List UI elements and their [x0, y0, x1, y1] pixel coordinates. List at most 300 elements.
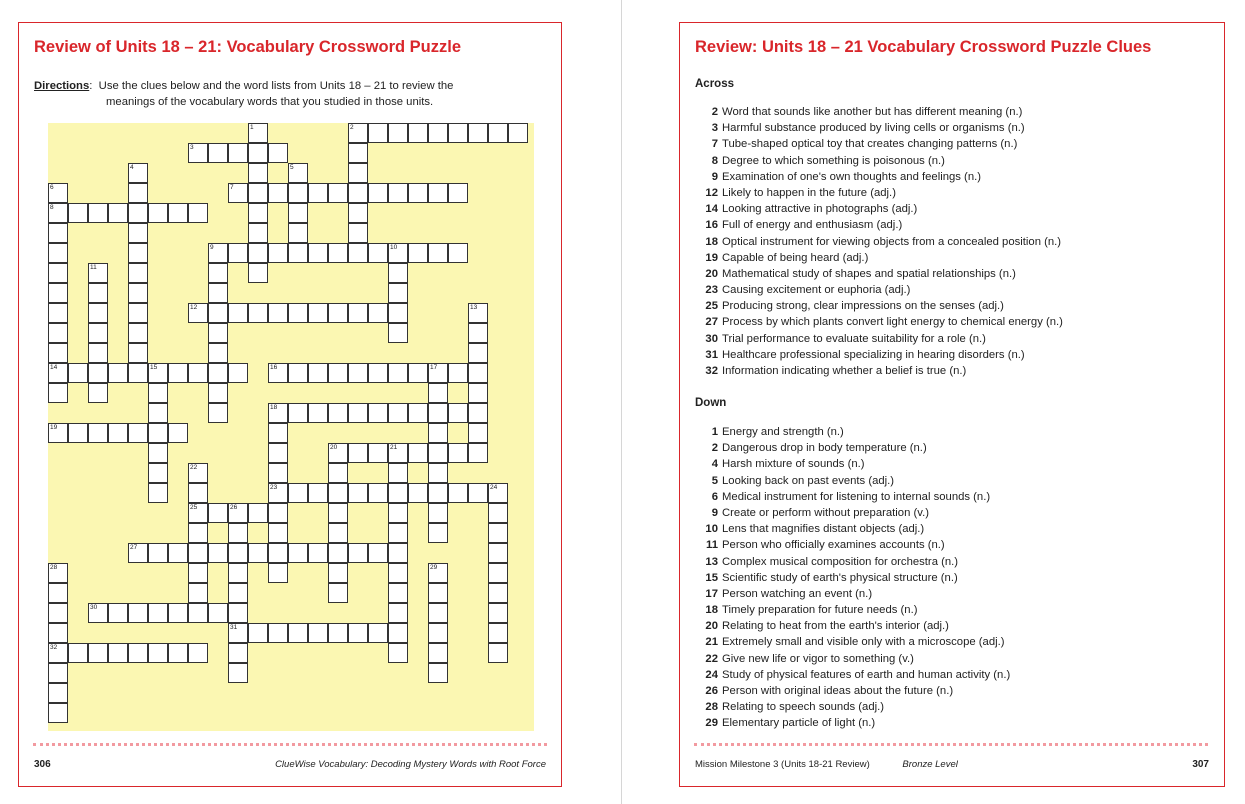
crossword-cell[interactable] — [108, 423, 128, 443]
crossword-cell[interactable] — [208, 503, 228, 523]
crossword-cell[interactable] — [468, 363, 488, 383]
crossword-cell[interactable] — [168, 643, 188, 663]
crossword-cell[interactable] — [448, 363, 468, 383]
crossword-cell[interactable] — [448, 183, 468, 203]
crossword-cell[interactable] — [328, 543, 348, 563]
crossword-cell[interactable] — [168, 423, 188, 443]
crossword-cell[interactable] — [48, 243, 68, 263]
crossword-cell[interactable] — [428, 643, 448, 663]
crossword-cell[interactable] — [328, 243, 348, 263]
crossword-cell[interactable] — [228, 243, 248, 263]
crossword-cell[interactable] — [208, 543, 228, 563]
clue-text: Scientific study of earth's physical structure (n.) — [722, 571, 958, 584]
crossword-cell[interactable] — [128, 243, 148, 263]
crossword-cell[interactable] — [48, 223, 68, 243]
crossword-cell[interactable] — [408, 243, 428, 263]
crossword-cell[interactable] — [128, 263, 148, 283]
crossword-cell[interactable] — [228, 303, 248, 323]
crossword-cell[interactable] — [268, 143, 288, 163]
clue-text: Dangerous drop in body temperature (n.) — [722, 442, 927, 455]
crossword-cell[interactable] — [248, 243, 268, 263]
crossword-cell[interactable] — [308, 243, 328, 263]
crossword-cell[interactable] — [348, 403, 368, 423]
crossword-cell[interactable] — [328, 483, 348, 503]
crossword-cell[interactable] — [128, 323, 148, 343]
footer-divider — [694, 743, 1208, 746]
crossword-cell[interactable] — [268, 523, 288, 543]
crossword-cell[interactable] — [328, 403, 348, 423]
crossword-cell[interactable] — [448, 243, 468, 263]
crossword-cell[interactable] — [348, 543, 368, 563]
crossword-cell[interactable] — [428, 663, 448, 683]
crossword-cell[interactable] — [148, 543, 168, 563]
crossword-cell[interactable] — [188, 603, 208, 623]
crossword-cell[interactable] — [108, 203, 128, 223]
crossword-cell[interactable] — [68, 363, 88, 383]
clue-number: 9 — [711, 506, 718, 519]
crossword-cell[interactable] — [468, 483, 488, 503]
crossword-cell[interactable] — [348, 183, 368, 203]
across-clue-19 — [695, 250, 1215, 266]
crossword-cell[interactable] — [128, 603, 148, 623]
clue-number: 2 — [350, 124, 354, 131]
crossword-cell[interactable] — [488, 623, 508, 643]
crossword-cell[interactable] — [488, 503, 508, 523]
crossword-cell[interactable] — [148, 403, 168, 423]
clue-text: Word that sounds like another but has different meaning (n.) — [722, 106, 1023, 118]
crossword-cell[interactable] — [348, 243, 368, 263]
crossword-cell[interactable] — [328, 503, 348, 523]
crossword-cell[interactable] — [248, 223, 268, 243]
crossword-cell[interactable] — [228, 543, 248, 563]
crossword-cell[interactable] — [488, 643, 508, 663]
crossword-cell[interactable] — [268, 423, 288, 443]
crossword-cell[interactable] — [208, 403, 228, 423]
crossword-cell[interactable] — [128, 643, 148, 663]
crossword-cell[interactable] — [328, 563, 348, 583]
clue-number: 7 — [711, 138, 718, 151]
crossword-cell[interactable] — [388, 403, 408, 423]
crossword-cell[interactable] — [88, 383, 108, 403]
crossword-cell[interactable] — [248, 503, 268, 523]
crossword-cell[interactable] — [428, 603, 448, 623]
crossword-cell[interactable] — [168, 543, 188, 563]
clue-number: 18 — [705, 235, 718, 248]
crossword-cell[interactable] — [348, 303, 368, 323]
clue-number: 30 — [705, 332, 718, 345]
clue-number: 31 — [705, 348, 718, 361]
crossword-cell[interactable] — [288, 243, 308, 263]
crossword-cell[interactable] — [328, 183, 348, 203]
crossword-cell[interactable] — [208, 263, 228, 283]
crossword-cell[interactable] — [48, 303, 68, 323]
crossword-cell[interactable] — [188, 203, 208, 223]
clue-number: 5 — [711, 474, 718, 487]
crossword-cell[interactable] — [48, 263, 68, 283]
crossword-cell[interactable] — [288, 303, 308, 323]
clue-number: 12 — [705, 186, 718, 199]
crossword-cell[interactable] — [148, 483, 168, 503]
crossword-cell[interactable] — [148, 643, 168, 663]
clue-number: 4 — [130, 164, 134, 171]
footer-milestone-text: Mission Milestone 3 (Units 18-21 Review) — [695, 759, 870, 770]
crossword-cell[interactable] — [148, 383, 168, 403]
clue-text: Healthcare professional specializing in hearing disorders (n.) — [722, 348, 1025, 361]
crossword-cell[interactable] — [268, 443, 288, 463]
crossword-cell[interactable] — [328, 623, 348, 643]
across-clue-list — [695, 104, 1215, 379]
crossword-cell[interactable] — [368, 123, 388, 143]
crossword-cell[interactable] — [128, 343, 148, 363]
crossword-cell[interactable] — [368, 243, 388, 263]
across-clue-3 — [695, 120, 1215, 136]
crossword-cell[interactable] — [328, 523, 348, 543]
crossword-cell[interactable] — [228, 363, 248, 383]
clue-number: 10 — [705, 523, 718, 536]
crossword-cell[interactable] — [308, 543, 328, 563]
crossword-cell[interactable] — [428, 503, 448, 523]
crossword-cell[interactable] — [488, 523, 508, 543]
down-clue-17 — [695, 586, 1215, 602]
crossword-cell[interactable] — [88, 343, 108, 363]
crossword-cell[interactable] — [408, 183, 428, 203]
crossword-cell[interactable] — [48, 603, 68, 623]
crossword-cell[interactable] — [268, 183, 288, 203]
crossword-cell[interactable] — [368, 543, 388, 563]
clue-number: 4 — [711, 458, 718, 471]
crossword-cell[interactable] — [108, 603, 128, 623]
crossword-cell[interactable] — [248, 163, 268, 183]
crossword-cell[interactable] — [168, 203, 188, 223]
footer-divider — [33, 743, 547, 746]
crossword-cell[interactable] — [388, 123, 408, 143]
crossword-cell[interactable] — [148, 603, 168, 623]
clue-number: 7 — [230, 184, 234, 191]
crossword-cell[interactable] — [408, 123, 428, 143]
crossword-cell[interactable] — [188, 583, 208, 603]
across-clue-7 — [695, 136, 1215, 152]
crossword-cell[interactable] — [368, 483, 388, 503]
crossword-cell[interactable] — [388, 463, 408, 483]
crossword-cell[interactable] — [248, 183, 268, 203]
clue-text: Medical instrument for listening to internal sounds (n.) — [722, 490, 991, 503]
crossword-cell[interactable] — [128, 203, 148, 223]
clue-text: Create or perform without preparation (v.) — [722, 506, 929, 519]
clue-number: 25 — [190, 504, 198, 511]
crossword-cell[interactable] — [228, 143, 248, 163]
crossword-cell[interactable] — [388, 503, 408, 523]
crossword-cell[interactable] — [88, 423, 108, 443]
crossword-cell[interactable] — [368, 303, 388, 323]
crossword-cell[interactable] — [188, 523, 208, 543]
crossword-cell[interactable] — [248, 143, 268, 163]
crossword-cell[interactable] — [468, 423, 488, 443]
crossword-cell[interactable] — [208, 363, 228, 383]
crossword-cell[interactable] — [388, 363, 408, 383]
crossword-cell[interactable] — [488, 543, 508, 563]
crossword-cell[interactable] — [288, 363, 308, 383]
clue-text: Extremely small and visible only with a microscope (adj.) — [722, 636, 1005, 649]
crossword-cell[interactable] — [428, 183, 448, 203]
clue-number: 29 — [430, 564, 438, 571]
crossword-cell[interactable] — [188, 643, 208, 663]
clue-text: Complex musical composition for orchestra (n.) — [722, 555, 959, 568]
crossword-cell[interactable] — [328, 363, 348, 383]
crossword-cell[interactable] — [368, 443, 388, 463]
crossword-cell[interactable] — [248, 543, 268, 563]
down-clue-11 — [695, 537, 1215, 553]
clue-text: Energy and strength (n.) — [722, 426, 844, 438]
crossword-cell[interactable] — [448, 403, 468, 423]
crossword-cell[interactable] — [88, 203, 108, 223]
crossword-cell[interactable] — [348, 483, 368, 503]
crossword-cell[interactable] — [468, 383, 488, 403]
crossword-cell[interactable] — [148, 423, 168, 443]
crossword-cell[interactable] — [388, 183, 408, 203]
crossword-cell[interactable] — [228, 603, 248, 623]
crossword-cell[interactable] — [188, 563, 208, 583]
crossword-cell[interactable] — [408, 443, 428, 463]
crossword-cell[interactable] — [428, 443, 448, 463]
crossword-cell[interactable] — [208, 603, 228, 623]
clue-number: 17 — [430, 364, 438, 371]
crossword-cell[interactable] — [128, 423, 148, 443]
crossword-cell[interactable] — [488, 123, 508, 143]
down-clue-22 — [695, 651, 1215, 667]
crossword-cell[interactable] — [468, 443, 488, 463]
crossword-cell[interactable] — [128, 303, 148, 323]
crossword-cell[interactable] — [408, 483, 428, 503]
crossword-cell[interactable] — [508, 123, 528, 143]
crossword-cell[interactable] — [348, 623, 368, 643]
clue-number: 24 — [490, 484, 498, 491]
crossword-cell[interactable] — [268, 303, 288, 323]
down-clue-18 — [695, 602, 1215, 618]
crossword-cell[interactable] — [388, 543, 408, 563]
crossword-cell[interactable] — [448, 483, 468, 503]
crossword-cell[interactable] — [388, 283, 408, 303]
crossword-cell[interactable] — [428, 463, 448, 483]
clue-number: 10 — [390, 244, 398, 251]
crossword-cell[interactable] — [208, 303, 228, 323]
crossword-cell[interactable] — [468, 123, 488, 143]
crossword-cell[interactable] — [268, 623, 288, 643]
crossword-cell[interactable] — [428, 403, 448, 423]
clue-number: 19 — [50, 424, 58, 431]
crossword-cell[interactable] — [348, 163, 368, 183]
crossword-cell[interactable] — [208, 323, 228, 343]
crossword-cell[interactable] — [108, 363, 128, 383]
crossword-cell[interactable] — [148, 203, 168, 223]
crossword-cell[interactable] — [208, 383, 228, 403]
across-clue-25 — [695, 298, 1215, 314]
crossword-cell[interactable] — [168, 603, 188, 623]
crossword-cell[interactable] — [48, 323, 68, 343]
clue-text: Trial performance to evaluate suitability for a role (n.) — [722, 332, 986, 345]
crossword-cell[interactable] — [428, 483, 448, 503]
crossword-cell[interactable] — [428, 243, 448, 263]
crossword-cell[interactable] — [288, 183, 308, 203]
crossword-cell[interactable] — [248, 263, 268, 283]
clue-number: 18 — [270, 404, 278, 411]
crossword-cell[interactable] — [128, 183, 148, 203]
crossword-cell[interactable] — [108, 643, 128, 663]
crossword-cell[interactable] — [48, 583, 68, 603]
crossword-cell[interactable] — [88, 303, 108, 323]
crossword-cell[interactable] — [148, 463, 168, 483]
right-page — [679, 22, 1225, 787]
crossword-cell[interactable] — [348, 443, 368, 463]
crossword-cell[interactable] — [468, 343, 488, 363]
crossword-cell[interactable] — [408, 403, 428, 423]
crossword-cell[interactable] — [428, 623, 448, 643]
crossword-cell[interactable] — [448, 443, 468, 463]
crossword-cell[interactable] — [448, 123, 468, 143]
crossword-cell[interactable] — [68, 643, 88, 663]
crossword-cell[interactable] — [128, 363, 148, 383]
crossword-cell[interactable] — [388, 623, 408, 643]
crossword-cell[interactable] — [268, 563, 288, 583]
crossword-cell[interactable] — [488, 583, 508, 603]
crossword-cell[interactable] — [268, 543, 288, 563]
crossword-cell[interactable] — [128, 283, 148, 303]
crossword-cell[interactable] — [228, 563, 248, 583]
clue-number: 21 — [705, 636, 718, 649]
crossword-cell[interactable] — [48, 283, 68, 303]
crossword-cell[interactable] — [388, 563, 408, 583]
crossword-cell[interactable] — [328, 463, 348, 483]
crossword-cell[interactable] — [388, 643, 408, 663]
clue-text: Optical instrument for viewing objects from a concealed position (n.) — [722, 235, 1062, 248]
crossword-cell[interactable] — [268, 463, 288, 483]
clue-text: Information indicating whether a belief is true (n.) — [722, 365, 967, 377]
clue-number: 25 — [705, 300, 718, 313]
crossword-cell[interactable] — [248, 203, 268, 223]
crossword-cell[interactable] — [408, 363, 428, 383]
crossword-cell[interactable] — [308, 183, 328, 203]
crossword-cell[interactable] — [288, 223, 308, 243]
crossword-cell[interactable] — [428, 383, 448, 403]
clue-text: Relating to heat from the earth's interior (adj.) — [722, 620, 949, 633]
crossword-cell[interactable] — [48, 343, 68, 363]
crossword-cell[interactable] — [288, 623, 308, 643]
crossword-cell[interactable] — [248, 623, 268, 643]
page-number: 307 — [1192, 759, 1209, 770]
crossword-cell[interactable] — [88, 363, 108, 383]
crossword-cell[interactable] — [288, 403, 308, 423]
crossword-cell[interactable] — [48, 683, 68, 703]
crossword-cell[interactable] — [428, 123, 448, 143]
crossword-cell[interactable] — [48, 383, 68, 403]
crossword-cell[interactable] — [388, 523, 408, 543]
crossword-cell[interactable] — [308, 303, 328, 323]
crossword-cell[interactable] — [388, 303, 408, 323]
crossword-cell[interactable] — [308, 483, 328, 503]
crossword-cell[interactable] — [388, 323, 408, 343]
directions-text-line1: Use the clues below and the word lists from Units 18 – 21 to review the — [98, 80, 454, 92]
crossword-cell[interactable] — [68, 203, 88, 223]
crossword-cell[interactable] — [88, 283, 108, 303]
crossword-cell[interactable] — [208, 343, 228, 363]
crossword-cell[interactable] — [328, 583, 348, 603]
crossword-cell[interactable] — [228, 643, 248, 663]
crossword-cell[interactable] — [468, 403, 488, 423]
down-clue-21 — [695, 634, 1215, 650]
clue-text: Relating to speech sounds (adj.) — [722, 701, 885, 714]
crossword-cell[interactable] — [348, 143, 368, 163]
crossword-cell[interactable] — [308, 403, 328, 423]
crossword-cell[interactable] — [288, 203, 308, 223]
across-clue-16 — [695, 217, 1215, 233]
crossword-cell[interactable] — [168, 363, 188, 383]
crossword-cell[interactable] — [428, 423, 448, 443]
crossword-cell[interactable] — [48, 703, 68, 723]
crossword-cell[interactable] — [88, 323, 108, 343]
page-number: 306 — [34, 759, 51, 770]
crossword-cell[interactable] — [48, 623, 68, 643]
clue-number: 28 — [50, 564, 58, 571]
clue-number: 11 — [90, 264, 97, 271]
crossword-cell[interactable] — [208, 143, 228, 163]
crossword-cell[interactable] — [388, 483, 408, 503]
crossword-cell[interactable] — [348, 203, 368, 223]
across-clue-31 — [695, 347, 1215, 363]
down-clue-29 — [695, 715, 1215, 731]
crossword-cell[interactable] — [188, 543, 208, 563]
crossword-cell[interactable] — [368, 183, 388, 203]
crossword-cell[interactable] — [228, 663, 248, 683]
crossword-cell[interactable] — [288, 543, 308, 563]
clue-number: 14 — [50, 364, 58, 371]
clue-number: 13 — [470, 304, 478, 311]
crossword-cell[interactable] — [368, 623, 388, 643]
crossword-cell[interactable] — [188, 363, 208, 383]
crossword-cell[interactable] — [428, 523, 448, 543]
crossword-cell[interactable] — [68, 423, 88, 443]
crossword-cell[interactable] — [488, 603, 508, 623]
crossword-cell[interactable] — [368, 403, 388, 423]
crossword-cell[interactable] — [188, 483, 208, 503]
crossword-cell[interactable] — [468, 323, 488, 343]
crossword-cell[interactable] — [268, 503, 288, 523]
crossword-cell[interactable] — [268, 243, 288, 263]
crossword-cell[interactable] — [308, 623, 328, 643]
crossword-cell[interactable] — [228, 583, 248, 603]
crossword-cell[interactable] — [348, 223, 368, 243]
crossword-cell[interactable] — [388, 583, 408, 603]
crossword-cell[interactable] — [328, 303, 348, 323]
across-clue-20 — [695, 266, 1215, 282]
clue-number: 6 — [711, 490, 718, 503]
crossword-cell[interactable] — [388, 603, 408, 623]
crossword-cell[interactable] — [128, 223, 148, 243]
crossword-cell[interactable] — [428, 583, 448, 603]
crossword-cell[interactable] — [488, 563, 508, 583]
clue-text: Harsh mixture of sounds (n.) — [722, 458, 865, 471]
clue-number: 32 — [50, 644, 58, 651]
crossword-cell[interactable] — [388, 263, 408, 283]
crossword-cell[interactable] — [368, 363, 388, 383]
crossword-cell[interactable] — [228, 523, 248, 543]
crossword-cell[interactable] — [308, 363, 328, 383]
crossword-cell[interactable] — [288, 483, 308, 503]
crossword-cell[interactable] — [208, 283, 228, 303]
crossword-cell[interactable] — [88, 643, 108, 663]
crossword-cell[interactable] — [348, 363, 368, 383]
crossword-cell[interactable] — [248, 303, 268, 323]
crossword-cell[interactable] — [148, 443, 168, 463]
crossword-cell[interactable] — [48, 663, 68, 683]
